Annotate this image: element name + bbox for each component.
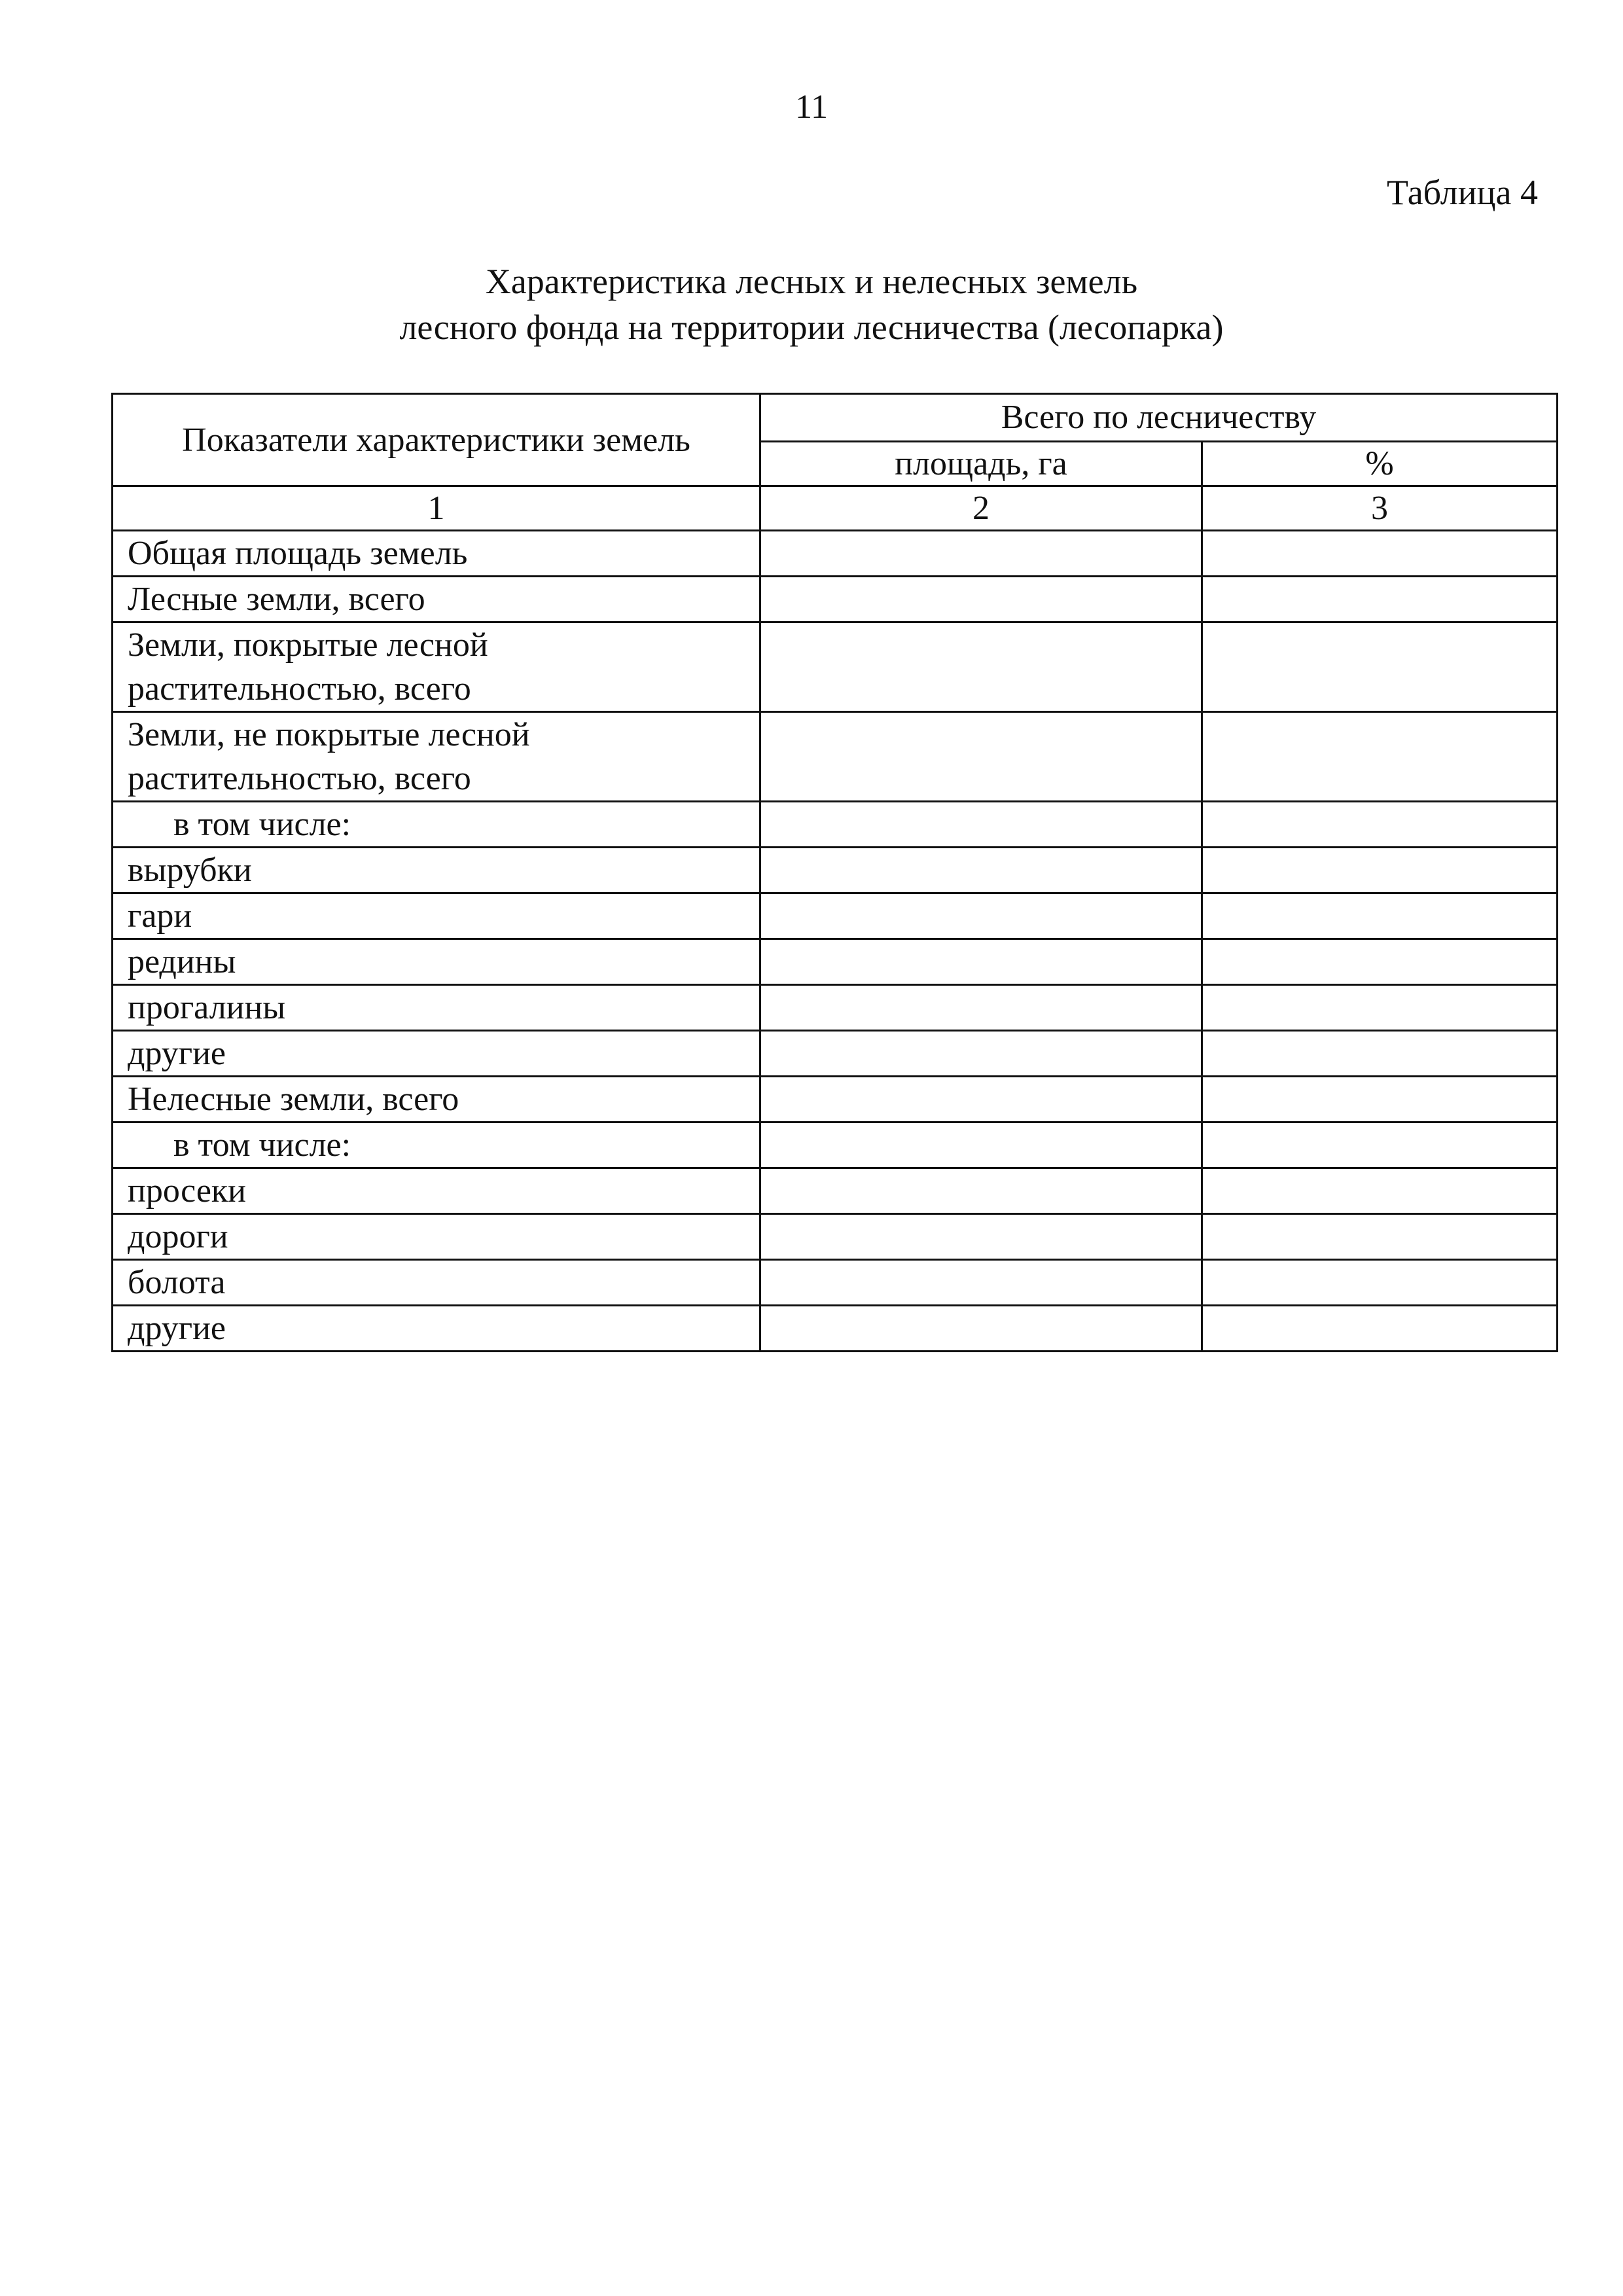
page-number: 11 (794, 88, 829, 126)
table-row (113, 893, 1558, 939)
percent-cell (1202, 1214, 1558, 1260)
percent-cell (1202, 1260, 1558, 1306)
row-label: редины (113, 939, 760, 985)
area-cell (760, 1260, 1202, 1306)
percent-cell (1202, 712, 1558, 802)
column-number: 1 (113, 486, 760, 531)
row-label: вырубки (113, 848, 760, 893)
table-row (113, 1077, 1558, 1122)
title-line-2: лесного фонда на территории лесничества (лесопарка) (399, 308, 1224, 347)
table-row (113, 1214, 1558, 1260)
table-row (113, 1260, 1558, 1306)
percent-cell (1202, 1122, 1558, 1168)
percent-cell (1202, 985, 1558, 1031)
area-cell (760, 939, 1202, 985)
percent-cell (1202, 531, 1558, 577)
percent-cell (1202, 848, 1558, 893)
area-cell (760, 1031, 1202, 1077)
area-cell (760, 531, 1202, 577)
row-label: прогалины (113, 985, 760, 1031)
area-cell (760, 1214, 1202, 1260)
row-label: Общая площадь земель (113, 531, 760, 577)
table-row (113, 577, 1558, 622)
document-title (0, 259, 1623, 350)
area-cell (760, 985, 1202, 1031)
row-label: дороги (113, 1214, 760, 1260)
percent-cell (1202, 802, 1558, 848)
area-cell (760, 1122, 1202, 1168)
header-forestry-total: Всего по лесничеству (760, 394, 1558, 442)
table-header-row (113, 394, 1558, 442)
table-row (113, 802, 1558, 848)
column-number: 3 (1202, 486, 1558, 531)
area-cell (760, 1306, 1202, 1352)
header-area: площадь, га (760, 441, 1202, 486)
area-cell (760, 1077, 1202, 1122)
title-line-1: Характеристика лесных и нелесных земель (485, 262, 1138, 301)
area-cell (760, 712, 1202, 802)
area-cell (760, 802, 1202, 848)
table-row (113, 622, 1558, 712)
row-label: в том числе: (113, 802, 760, 848)
table-row (113, 531, 1558, 577)
area-cell (760, 577, 1202, 622)
table-row (113, 1168, 1558, 1214)
percent-cell (1202, 1031, 1558, 1077)
area-cell (760, 622, 1202, 712)
header-indicators: Показатели характеристики земель (113, 394, 760, 486)
header-percent: % (1202, 441, 1558, 486)
table-row (113, 939, 1558, 985)
percent-cell (1202, 1306, 1558, 1352)
row-label: просеки (113, 1168, 760, 1214)
table-row (113, 1306, 1558, 1352)
table-label: Таблица 4 (1387, 173, 1538, 212)
percent-cell (1202, 893, 1558, 939)
percent-cell (1202, 1077, 1558, 1122)
table-row (113, 1031, 1558, 1077)
row-label: другие (113, 1306, 760, 1352)
row-label: гари (113, 893, 760, 939)
table-row (113, 985, 1558, 1031)
column-number-row (113, 486, 1558, 531)
row-label: Земли, не покрытые лесной растительностью, всего (113, 712, 760, 802)
table-row (113, 848, 1558, 893)
table-row (113, 1122, 1558, 1168)
row-label: Земли, покрытые лесной растительностью, всего (113, 622, 760, 712)
land-characteristics-table (111, 393, 1558, 1352)
percent-cell (1202, 1168, 1558, 1214)
column-number: 2 (760, 486, 1202, 531)
row-label: в том числе: (113, 1122, 760, 1168)
row-label: Лесные земли, всего (113, 577, 760, 622)
table-row (113, 712, 1558, 802)
row-label: Нелесные земли, всего (113, 1077, 760, 1122)
area-cell (760, 1168, 1202, 1214)
row-label: болота (113, 1260, 760, 1306)
area-cell (760, 893, 1202, 939)
row-label: другие (113, 1031, 760, 1077)
percent-cell (1202, 939, 1558, 985)
area-cell (760, 848, 1202, 893)
percent-cell (1202, 577, 1558, 622)
percent-cell (1202, 622, 1558, 712)
